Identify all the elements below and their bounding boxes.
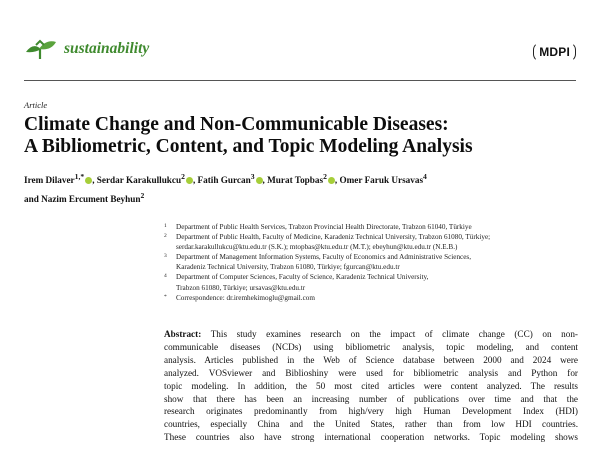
affiliation-number: 2 — [164, 233, 167, 240]
article-type: Article — [24, 100, 48, 110]
author-affiliation-marker: 2 — [323, 172, 327, 181]
affiliation-number: 1 — [164, 223, 167, 229]
abstract-line: analysis. Articles published in the Web of Science database between 2000 and 2024 were — [164, 354, 578, 365]
journal-logo — [24, 38, 149, 60]
author-separator: , — [334, 175, 338, 186]
title-line: A Bibliometric, Content, and Topic Modeling Analysis — [24, 136, 473, 157]
affiliation-line: serdar.karakullukcu@ktu.edu.tr (S.K.); mtopbas@ktu.edu.tr (M.T.); ebeyhun@ktu.edu.tr (N.E.B.) — [176, 243, 458, 252]
abstract-line: topic modeling. In addition, the 50 most cited articles were content analyzed. The results — [164, 380, 578, 391]
affiliation-text — [176, 232, 584, 252]
affiliation-line: Department of Public Health Services, Trabzon Provincial Health Directorate, Trabzon 61040, Türkiye — [176, 223, 472, 231]
affiliation-item — [164, 272, 584, 292]
affiliation-number: * — [164, 293, 167, 300]
author-name: Omer Faruk Ursavas — [339, 175, 424, 186]
journal-name: sustainability — [64, 40, 150, 57]
affiliation-line: Department of Management Information Systems, Faculty of Economics and Administrative Sciences, — [176, 253, 472, 262]
abstract-line: research originates predominantly from high/very high Human Development Index (HDI) — [164, 406, 578, 417]
abstract-line — [164, 328, 578, 341]
affiliation-text — [176, 272, 584, 292]
orcid-icon[interactable] — [256, 177, 263, 184]
author-separator: , — [262, 175, 265, 186]
author-name: Fatih Gurcan — [197, 175, 251, 186]
abstract — [164, 328, 578, 444]
affiliation-line: Correspondence: dr.iremhekimoglu@gmail.com — [176, 293, 315, 302]
author-list — [24, 169, 580, 207]
author-name: and Nazim Ercument Beyhun — [24, 194, 141, 205]
author-line — [24, 188, 580, 207]
affiliation-text — [176, 293, 584, 303]
abstract-line: analyzed. VOSviewer and Biblioshiny were used for bibliometric analysis and Python for — [164, 367, 578, 378]
leaf-arrow-icon — [24, 38, 58, 60]
abstract-text: This study examines research on the impact of climate change (CC) on non- — [210, 329, 578, 339]
abstract-line: These countries also have strong international cooperation networks. Topic modeling shows — [164, 432, 578, 443]
affiliation-item — [164, 232, 584, 252]
author-affiliation-marker: 2 — [140, 191, 145, 201]
abstract-line: communicable diseases (NCDs) using bibliometric analysis, topic modeling, and content — [164, 341, 578, 352]
orcid-icon[interactable] — [186, 175, 196, 186]
affiliations — [164, 222, 584, 303]
title-line: Climate Change and Non-Communicable Diseases: — [24, 114, 449, 135]
author-name: Murat Topbas — [267, 175, 324, 186]
author-affiliation-marker: 1,* — [74, 172, 85, 181]
publisher-name: MDPI — [539, 45, 570, 59]
author-name: Irem Dilaver — [24, 175, 75, 186]
author-separator: , — [192, 175, 196, 186]
affiliation-text — [176, 222, 584, 232]
affiliation-item — [164, 222, 584, 232]
author-affiliation-marker: 4 — [423, 172, 427, 181]
affiliation-line: Department of Public Health, Faculty of Medicine, Karadeniz Technical University, Trabzon 61080, Türkiye; — [176, 233, 491, 242]
header-rule — [24, 80, 576, 81]
affiliation-line: Karadeniz Technical University, Trabzon 61080, Türkiye; fgurcan@ktu.edu.tr — [176, 263, 400, 272]
author-separator: , — [92, 175, 95, 186]
author-affiliation-marker: 2 — [181, 172, 185, 181]
author-affiliation-marker: 3 — [250, 172, 255, 181]
publisher-logo — [533, 42, 576, 62]
affiliation-item — [164, 293, 584, 303]
author-name: Serdar Karakullukcu — [96, 175, 182, 186]
abstract-line: countries, especially China and the United States, rather than from low HDI countries. — [164, 419, 578, 430]
abstract-line: show that there has been an increasing number of publications over time and that the — [164, 393, 578, 404]
affiliation-number: 4 — [164, 273, 167, 280]
affiliation-line: Department of Computer Sciences, Faculty of Science, Karadeniz Technical University, — [176, 273, 429, 282]
author-line — [24, 169, 580, 188]
orcid-icon[interactable] — [328, 175, 338, 186]
abstract-label: Abstract: — [164, 329, 202, 339]
affiliation-item — [164, 252, 584, 272]
affiliation-number: 3 — [164, 253, 167, 260]
affiliation-line: Trabzon 61080, Türkiye; ursavas@ktu.edu.tr — [176, 283, 306, 292]
paper-title — [24, 114, 584, 158]
affiliation-text — [176, 252, 584, 272]
